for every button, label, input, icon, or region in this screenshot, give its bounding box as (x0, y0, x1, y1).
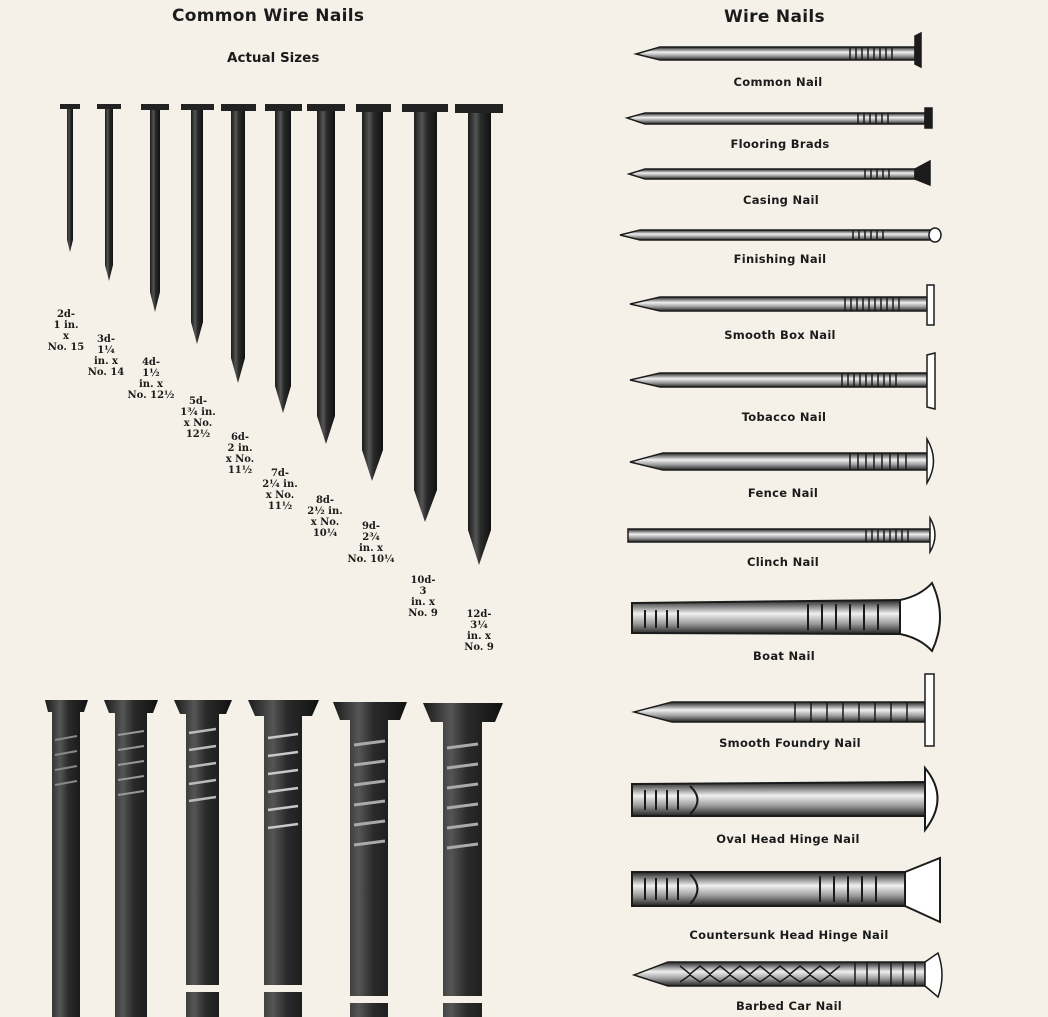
enlarged-nail-6 (423, 703, 503, 1017)
flooring-brads-drawing (627, 108, 932, 128)
boat-nail-drawing (632, 583, 940, 651)
label-boat-nail: Boat Nail (753, 649, 815, 663)
size-label-4d: 4d- 1½ in. x No. 12½ (127, 357, 175, 401)
countersunk-head-hinge-nail-drawing (632, 858, 940, 922)
finishing-nail-drawing (620, 228, 941, 242)
smooth-box-nail-drawing (630, 285, 934, 325)
label-flooring-brads: Flooring Brads (730, 137, 830, 151)
label-oval-head-hinge-nail: Oval Head Hinge Nail (716, 832, 860, 846)
clinch-nail-drawing (628, 518, 935, 552)
size-label-6d: 6d- 2 in. x No. 11½ (225, 432, 255, 476)
label-tobacco-nail: Tobacco Nail (741, 410, 827, 424)
enlarged-nail-3 (174, 700, 232, 1017)
nail-4d (141, 104, 169, 312)
label-countersunk-head-hinge-nail: Countersunk Head Hinge Nail (689, 928, 889, 942)
label-fence-nail: Fence Nail (747, 486, 819, 500)
label-barbed-car-nail: Barbed Car Nail (735, 999, 843, 1013)
label-smooth-box-nail: Smooth Box Nail (724, 328, 836, 342)
label-clinch-nail: Clinch Nail (746, 555, 820, 569)
enlarged-nail-1 (45, 700, 88, 1017)
nail-7d (265, 104, 302, 413)
nail-12d (455, 104, 503, 565)
barbed-car-nail-drawing (634, 953, 942, 997)
wire-nails-title: Wire Nails (724, 7, 825, 27)
label-casing-nail: Casing Nail (743, 193, 819, 207)
nail-2d (60, 104, 80, 252)
size-label-5d: 5d- 1¾ in. x No. 12½ (180, 396, 216, 440)
fence-nail-drawing (630, 439, 934, 483)
actual-sizes-subtitle: Actual Sizes (227, 50, 320, 66)
size-label-7d: 7d- 2¼ in. x No. 11½ (262, 468, 298, 512)
label-smooth-foundry-nail: Smooth Foundry Nail (719, 736, 861, 750)
size-label-3d: 3d- 1¼ in. x No. 14 (87, 334, 125, 378)
nail-10d (402, 104, 448, 522)
casing-nail-drawing (629, 161, 930, 185)
tobacco-nail-drawing (630, 353, 935, 409)
size-label-12d: 12d- 3¼ in. x No. 9 (464, 609, 494, 653)
enlarged-nail-4 (248, 700, 319, 1017)
enlarged-nail-2 (104, 700, 158, 1017)
label-common-nail: Common Nail (733, 75, 823, 89)
nail-3d (97, 104, 121, 281)
size-label-9d: 9d- 2¾ in. x No. 10¼ (347, 521, 395, 565)
nail-5d (181, 104, 214, 344)
nail-8d (307, 104, 345, 444)
common-nail-drawing (636, 33, 921, 67)
size-label-2d: 2d- 1 in. x No. 15 (47, 309, 85, 353)
nail-9d (356, 104, 391, 481)
label-finishing-nail: Finishing Nail (733, 252, 827, 266)
size-label-8d: 8d- 2½ in. x No. 10¼ (307, 495, 343, 539)
size-label-10d: 10d- 3 in. x No. 9 (408, 575, 438, 619)
oval-head-hinge-nail-drawing (632, 768, 938, 830)
enlarged-nail-5 (333, 702, 407, 1017)
common-wire-nails-title: Common Wire Nails (172, 6, 365, 26)
nail-6d (221, 104, 256, 383)
